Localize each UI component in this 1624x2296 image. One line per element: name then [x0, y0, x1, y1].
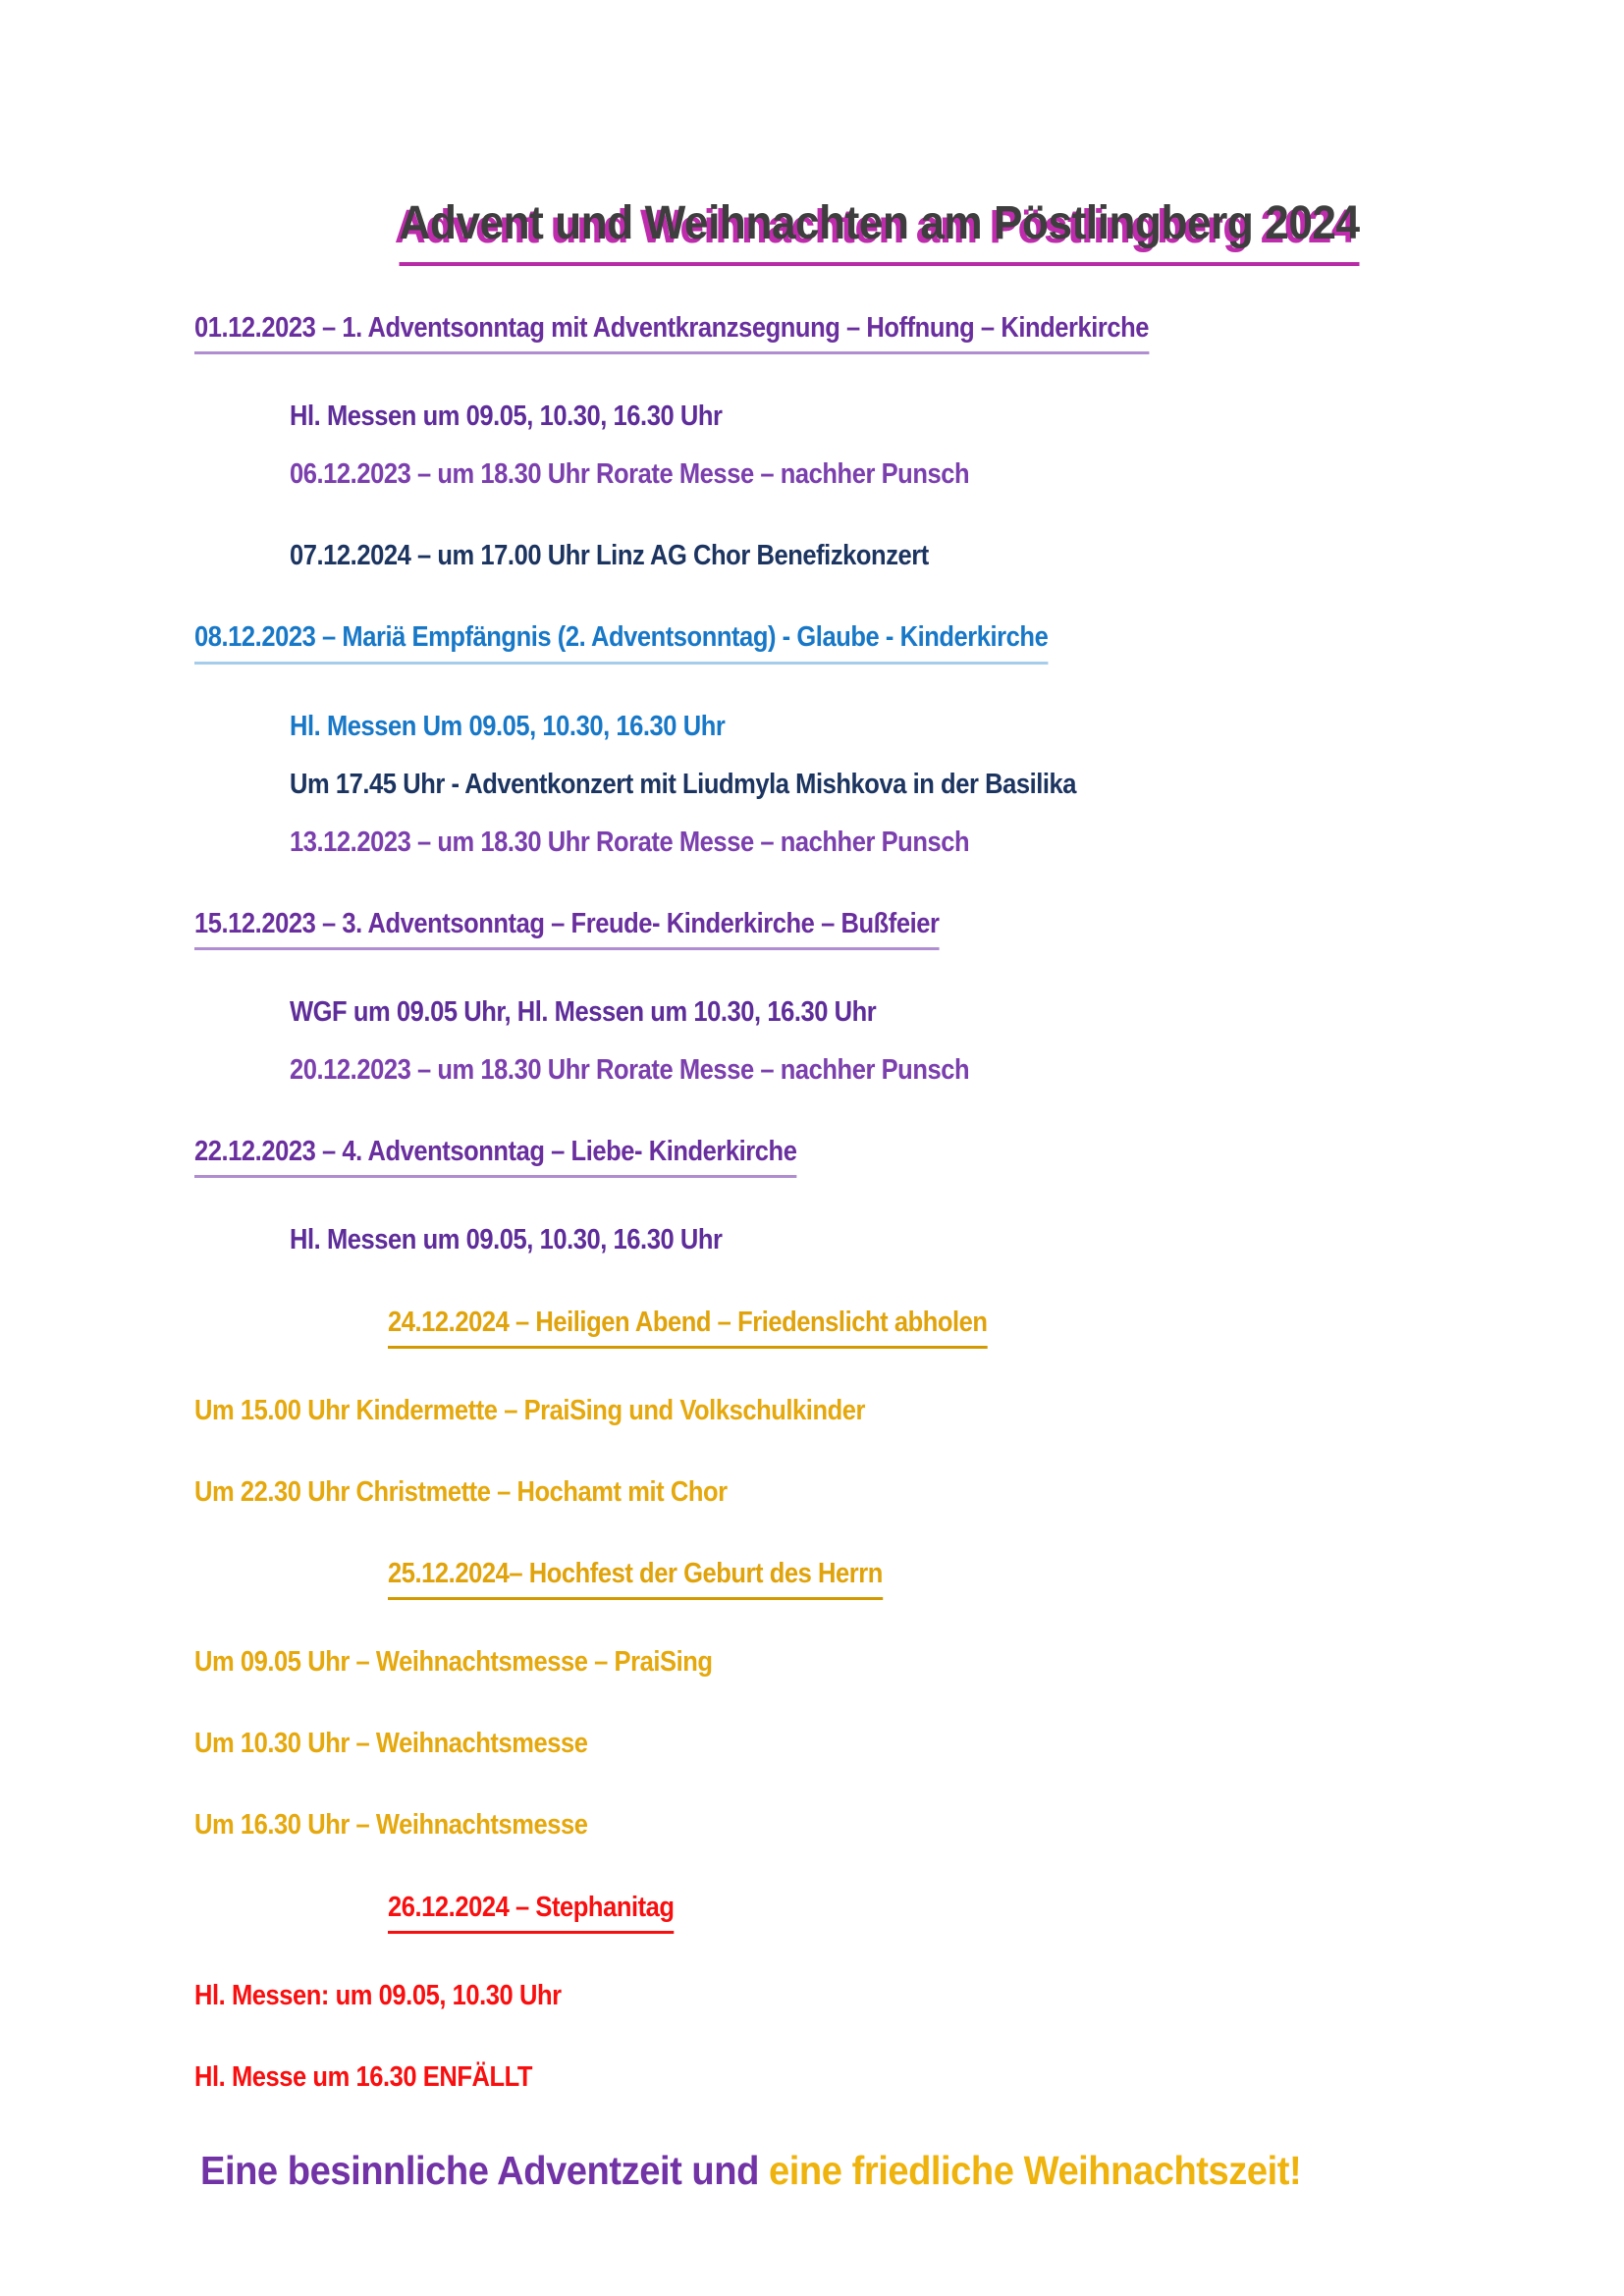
- event-line: [194, 1806, 1565, 1844]
- event-line: [290, 455, 1565, 494]
- event-heading-text: 22.12.2023 – 4. Adventsonntag – Liebe- Kinderkirche: [194, 1133, 796, 1178]
- event-heading: [194, 905, 1565, 950]
- event-line: [194, 1473, 1565, 1512]
- event-heading: [194, 618, 1565, 664]
- event-line-text: 13.12.2023 – um 18.30 Uhr Rorate Messe – nachher Punsch: [290, 826, 970, 858]
- event-heading-text: 25.12.2024– Hochfest der Geburt des Herrn: [388, 1555, 883, 1600]
- event-heading: [388, 1555, 1565, 1600]
- event-line-text: Um 16.30 Uhr – Weihnachtsmesse: [194, 1809, 588, 1842]
- event-line: [194, 2058, 1565, 2097]
- event-heading-text: 08.12.2023 – Mariä Empfängnis (2. Adventsonntag) - Glaube - Kinderkirche: [194, 618, 1048, 664]
- event-line: [290, 708, 1565, 746]
- event-line-text: Um 10.30 Uhr – Weihnachtsmesse: [194, 1728, 588, 1760]
- event-line-text: Um 15.00 Uhr Kindermette – PraiSing und Volkschulkinder: [194, 1394, 865, 1426]
- event-line: [290, 766, 1565, 804]
- event-line-text: Um 09.05 Uhr – Weihnachtsmesse – PraiSing: [194, 1646, 713, 1679]
- event-line-text: Um 22.30 Uhr Christmette – Hochamt mit Chor: [194, 1475, 728, 1508]
- event-line: [194, 1392, 1565, 1430]
- event-heading: [194, 309, 1565, 354]
- event-heading: [388, 1889, 1565, 1934]
- event-line: [290, 1051, 1565, 1090]
- closing-text: [200, 2144, 1301, 2198]
- event-line: [194, 1725, 1565, 1763]
- event-line-text: 06.12.2023 – um 18.30 Uhr Rorate Messe – nachher Punsch: [290, 458, 970, 491]
- event-line: [290, 537, 1565, 575]
- event-line: [290, 824, 1565, 862]
- event-heading: [388, 1304, 1565, 1349]
- event-line-text: Hl. Messen um 09.05, 10.30, 16.30 Uhr: [290, 1224, 723, 1256]
- document-title-text: Advent und Weihnachten am Pöstlingberg 2024: [400, 192, 1360, 266]
- closing-part: Eine besinnliche Adventzeit und: [200, 2148, 770, 2194]
- event-line: [290, 993, 1565, 1032]
- event-heading-text: 15.12.2023 – 3. Adventsonntag – Freude- Kinderkirche – Bußfeier: [194, 905, 939, 950]
- event-heading-text: 26.12.2024 – Stephanitag: [388, 1889, 675, 1934]
- closing-part: eine friedliche Weihnachtszeit!: [769, 2148, 1302, 2194]
- event-heading-text: 24.12.2024 – Heiligen Abend – Friedenslicht abholen: [388, 1304, 988, 1349]
- closing-line: [200, 2144, 1565, 2198]
- event-heading: [194, 1133, 1565, 1178]
- event-line: [194, 1643, 1565, 1682]
- event-line-text: Um 17.45 Uhr - Adventkonzert mit Liudmyla Mishkova in der Basilika: [290, 768, 1077, 800]
- event-heading-text: 01.12.2023 – 1. Adventsonntag mit Adventkranzsegnung – Hoffnung – Kinderkirche: [194, 309, 1149, 354]
- event-line: [290, 1221, 1565, 1259]
- event-line-text: Hl. Messen um 09.05, 10.30, 16.30 Uhr: [290, 400, 723, 432]
- event-line-text: 07.12.2024 – um 17.00 Uhr Linz AG Chor Benefizkonzert: [290, 540, 929, 572]
- event-line-text: WGF um 09.05 Uhr, Hl. Messen um 10.30, 16.30 Uhr: [290, 996, 877, 1029]
- document-title: [194, 192, 1565, 266]
- event-line-text: Hl. Messen: um 09.05, 10.30 Uhr: [194, 1979, 562, 2011]
- event-line: [194, 1977, 1565, 2015]
- event-line-text: Hl. Messen Um 09.05, 10.30, 16.30 Uhr: [290, 710, 726, 742]
- event-line-text: 20.12.2023 – um 18.30 Uhr Rorate Messe – nachher Punsch: [290, 1054, 970, 1087]
- event-line-text: Hl. Messe um 16.30 ENFÄLLT: [194, 2060, 533, 2093]
- event-line: [290, 398, 1565, 436]
